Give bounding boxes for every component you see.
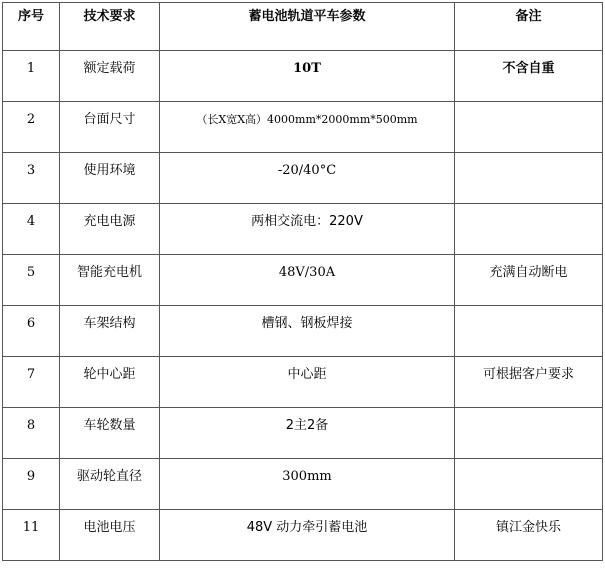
row-note — [455, 102, 603, 153]
table-row — [3, 51, 603, 102]
row-requirement: 驱动轮直径 — [60, 459, 160, 510]
row-no: 11 — [3, 510, 60, 561]
row-parameter: -20/40°C — [160, 153, 455, 204]
row-parameter: 300mm — [160, 459, 455, 510]
table-row — [3, 510, 603, 561]
row-parameter: 两相交流电：220V — [160, 204, 455, 255]
row-note — [455, 153, 603, 204]
row-parameter: 槽钢、钢板焊接 — [160, 306, 455, 357]
header-row — [3, 3, 603, 51]
row-note — [455, 204, 603, 255]
row-requirement: 车轮数量 — [60, 408, 160, 459]
row-requirement: 额定载荷 — [60, 51, 160, 102]
row-note — [455, 306, 603, 357]
table-row — [3, 102, 603, 153]
table-row — [3, 255, 603, 306]
header-requirement: 技术要求 — [60, 3, 160, 51]
row-note: 不含自重 — [455, 51, 603, 102]
row-no: 2 — [3, 102, 60, 153]
table-row — [3, 357, 603, 408]
row-note: 镇江金快乐 — [455, 510, 603, 561]
header-note: 备注 — [455, 3, 603, 51]
table-row — [3, 408, 603, 459]
header-parameter: 蓄电池轨道平车参数 — [160, 3, 455, 51]
row-requirement: 轮中心距 — [60, 357, 160, 408]
row-no: 8 — [3, 408, 60, 459]
row-no: 7 — [3, 357, 60, 408]
row-requirement: 充电电源 — [60, 204, 160, 255]
row-no: 9 — [3, 459, 60, 510]
row-parameter: 48V/30A — [160, 255, 455, 306]
row-parameter: 48V 动力牵引蓄电池 — [160, 510, 455, 561]
row-no: 4 — [3, 204, 60, 255]
spec-table — [2, 2, 603, 561]
row-note — [455, 459, 603, 510]
row-parameter: （长X宽X高）4000mm*2000mm*500mm — [160, 102, 455, 153]
table-row — [3, 204, 603, 255]
row-parameter: 中心距 — [160, 357, 455, 408]
row-requirement: 台面尺寸 — [60, 102, 160, 153]
table-row — [3, 459, 603, 510]
row-no: 1 — [3, 51, 60, 102]
row-requirement: 使用环境 — [60, 153, 160, 204]
header-no: 序号 — [3, 3, 60, 51]
row-requirement: 智能充电机 — [60, 255, 160, 306]
row-requirement: 车架结构 — [60, 306, 160, 357]
table-row — [3, 306, 603, 357]
row-note: 充满自动断电 — [455, 255, 603, 306]
row-parameter: 2主2备 — [160, 408, 455, 459]
row-no: 5 — [3, 255, 60, 306]
row-requirement: 电池电压 — [60, 510, 160, 561]
row-note — [455, 408, 603, 459]
table-row — [3, 153, 603, 204]
row-no: 3 — [3, 153, 60, 204]
row-parameter: 10T — [160, 51, 455, 102]
row-note: 可根据客户要求 — [455, 357, 603, 408]
row-no: 6 — [3, 306, 60, 357]
